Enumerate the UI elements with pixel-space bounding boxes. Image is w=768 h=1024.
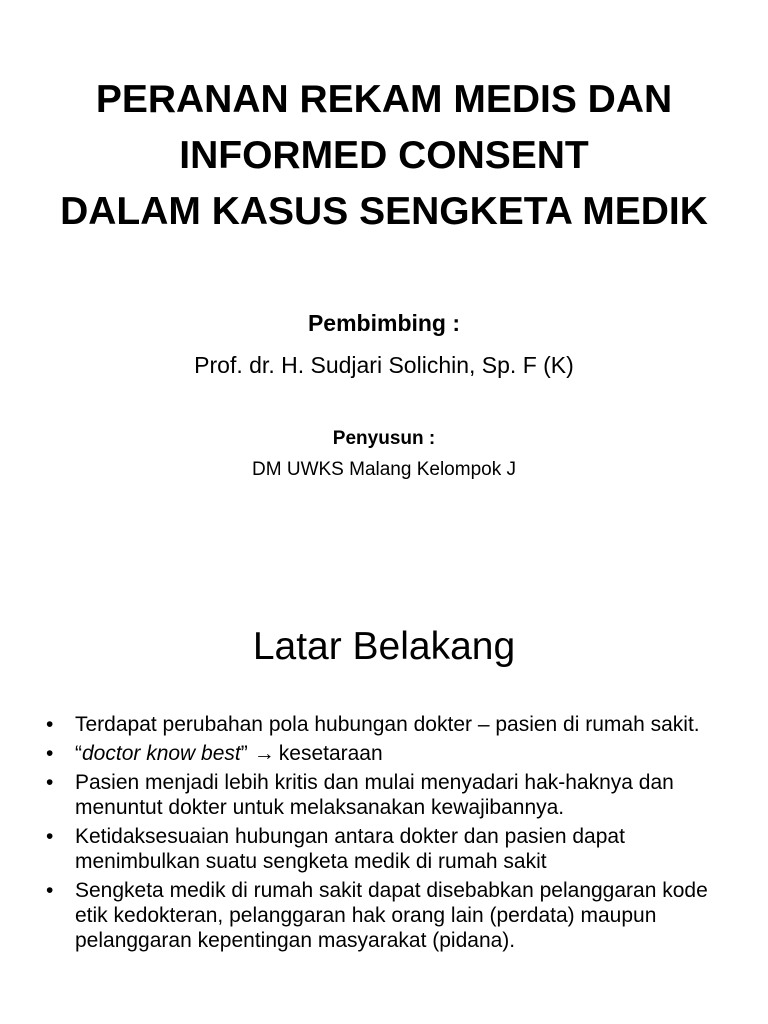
list-item (46, 878, 746, 953)
bullet-icon: • (46, 713, 54, 736)
list-item (46, 824, 746, 874)
list-item-phrase: doctor know best (82, 742, 241, 765)
bullet-list (46, 712, 746, 957)
list-item-text: Sengketa medik di rumah sakit dapat disebabkan pelanggaran kode etik kedokteran, pelanggaran hak orang lain (perdata) maupun pelanggaran kepentingan masyarakat (pidana). (75, 879, 708, 952)
list-item (46, 741, 746, 766)
title-line-2: INFORMED CONSENT (179, 134, 589, 177)
list-item (46, 712, 746, 737)
title-line-1: PERANAN REKAM MEDIS DAN (95, 78, 673, 121)
title-line-3: DALAM KASUS SENGKETA MEDIK (60, 190, 708, 233)
arrow-right-icon: → (253, 742, 275, 765)
author-name: DM UWKS Malang Kelompok J (252, 459, 516, 480)
list-item (46, 770, 746, 820)
author-label: Penyusun : (332, 428, 436, 449)
quote-close: ” (240, 742, 248, 765)
supervisor-name: Prof. dr. H. Sudjari Solichin, Sp. F (K) (194, 352, 574, 378)
list-item-text: Terdapat perubahan pola hubungan dokter – pasien di rumah sakit. (75, 713, 700, 736)
bullet-icon: • (46, 825, 54, 848)
list-item-text: Pasien menjadi lebih kritis dan mulai menyadari hak-haknya dan menuntut dokter untuk melaksanakan kewajibannya. (75, 771, 674, 819)
bullet-icon: • (46, 742, 54, 765)
quote-open: “ (75, 742, 82, 765)
background-slide (0, 600, 768, 1024)
section-title: Latar Belakang (252, 625, 516, 668)
bullet-icon: • (46, 879, 54, 902)
list-item-text: Ketidaksesuaian hubungan antara dokter dan pasien dapat menimbulkan suatu sengketa medik di rumah sakit (75, 825, 625, 873)
presentation-title (0, 72, 768, 240)
list-item-text: kesetaraan (278, 742, 383, 765)
bullet-icon: • (46, 771, 54, 794)
supervisor-label: Pembimbing : (307, 310, 461, 336)
